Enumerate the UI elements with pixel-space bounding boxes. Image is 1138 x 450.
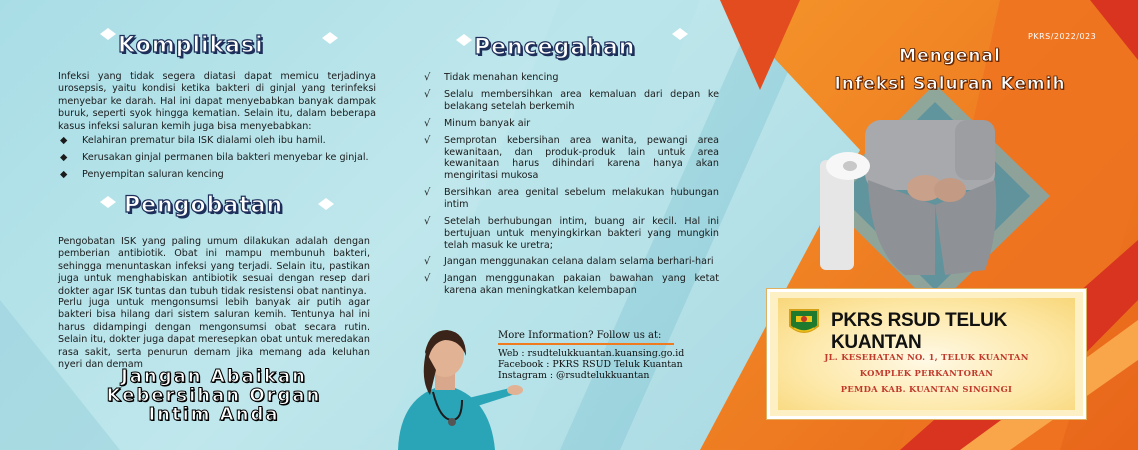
slogan: Jangan Abaikan Kebersihan Organ Intim Anda — [106, 366, 322, 425]
check-icon: √ — [424, 88, 431, 100]
list-item: ◆ Penyempitan saluran kencing — [60, 169, 224, 181]
contact-instagram[interactable]: Instagram : @rsudtelukkuantan — [498, 370, 650, 381]
pengobatan-paragraph-2: Perlu juga untuk mengonsumsi lebih banyak air putih agar bakteri bisa hilang dari sistem saluran kemih. Tentunya hal ini harus didampingi dengan mengonsumsi obat secara rutin. Selain itu, dokter juga dapat meresepkan obat untuk meredakan rasa sakit, serta penurun demam jika memang ada keluhan nyeri dan demam — [58, 297, 370, 371]
pencegahan-list — [424, 72, 719, 302]
komplikasi-heading: Komplikasi — [118, 33, 264, 58]
komplikasi-list — [58, 135, 376, 187]
address-line-2: KOMPLEK PERKANTORAN — [859, 368, 994, 378]
list-item: √ Selalu membersihkan area kemaluan dari depan ke belakang setelah berkemih — [424, 88, 719, 112]
diamond-bullet-icon: ◆ — [60, 135, 68, 146]
list-item: √ Semprotan kebersihan area wanita, pewangi area kewanitaan, dan produk-produk lain untuk area kewanitaan harus dihindari karena hanya akan mengiritasi mukosa — [424, 134, 719, 182]
contact-web[interactable]: Web : rsudtelukkuantan.kuansing.go.id — [498, 348, 685, 359]
hospital-card — [767, 289, 1086, 419]
woman-illustration — [865, 120, 996, 275]
check-icon: √ — [424, 72, 431, 83]
check-icon: √ — [424, 256, 431, 268]
list-item: √ Jangan menggunakan pakaian bawahan yang ketat karena akan meningkatkan kelembapan — [424, 273, 719, 297]
title-line-1: Mengenal — [899, 46, 1001, 66]
list-item: √ Bersihkan area genital sebelum melakukan hubungan intim — [424, 187, 719, 210]
diamond-deco — [100, 196, 116, 208]
document-code: PKRS/2022/023 — [1028, 32, 1097, 41]
diamond-deco — [100, 28, 116, 40]
list-item: ◆ Kerusakan ginjal permanen bila bakteri menyebar ke ginjal. — [60, 152, 369, 164]
list-item: √ Jangan menggunakan celana dalam selama berhari-hari — [424, 256, 714, 268]
pengobatan-heading: Pengobatan — [124, 193, 284, 218]
contact-facebook[interactable]: Facebook : PKRS RSUD Teluk Kuantan — [498, 359, 683, 370]
komplikasi-paragraph: Infeksi yang tidak segera diatasi dapat memicu terjadinya urosepsis, yaitu kondisi ketika bakteri di ginjal yang terinfeksi menyebar ke darah. Hal ini dapat menyebabkan banyak dampak buruk, seperti syok hingga kematian. Selain itu, dalam beberapa kasus infeksi saluran kemih juga bisa menyebabkan: — [58, 71, 376, 132]
check-icon: √ — [424, 117, 431, 129]
address-line-1: JL. KESEHATAN NO. 1, TELUK KUANTAN — [824, 352, 1029, 362]
hospital-card-inner — [778, 298, 1075, 410]
diamond-deco — [318, 198, 334, 210]
check-icon: √ — [424, 187, 431, 199]
contact-divider — [498, 343, 674, 345]
diamond-deco — [322, 32, 338, 44]
list-item: ◆ Kelahiran prematur bila ISK dialami oleh ibu hamil. — [60, 135, 326, 146]
address-line-3: PEMDA KAB. KUANTAN SINGINGI — [840, 384, 1013, 394]
check-icon: √ — [424, 273, 431, 285]
title-line-2: Infeksi Saluran Kemih — [834, 74, 1066, 94]
list-item: √ Setelah berhubungan intim, buang air kecil. Hal ini bertujuan untuk menyingkirkan bakteri yang mungkin telah masuk ke uretra; — [424, 215, 719, 251]
check-icon: √ — [424, 215, 431, 227]
pengobatan-paragraph-1: Pengobatan ISK yang paling umum dilakukan adalah dengan pemberian antibiotik. Obat ini mampu membunuh bakteri, sehingga menuntaskan infeksi yang terjadi. Selain itu, pastikan juga untuk menghabiskan antibiotik sesuai dengan resep dari dokter agar ISK tuntas dan tubuh tidak resistensi obat nantinya. — [58, 236, 370, 297]
diamond-bullet-icon: ◆ — [60, 152, 68, 164]
hospital-name: PKRS RSUD TELUK KUANTAN — [831, 310, 1008, 353]
check-icon: √ — [424, 134, 431, 146]
pencegahan-heading: Pencegahan — [474, 35, 636, 60]
list-item: √ Tidak menahan kencing — [424, 72, 559, 83]
contact-title: More Information? Follow us at: — [498, 330, 662, 341]
diamond-deco — [456, 34, 472, 46]
diamond-bullet-icon: ◆ — [60, 169, 68, 181]
list-item: √ Minum banyak air — [424, 117, 531, 129]
hospital-logo-icon — [786, 306, 822, 338]
